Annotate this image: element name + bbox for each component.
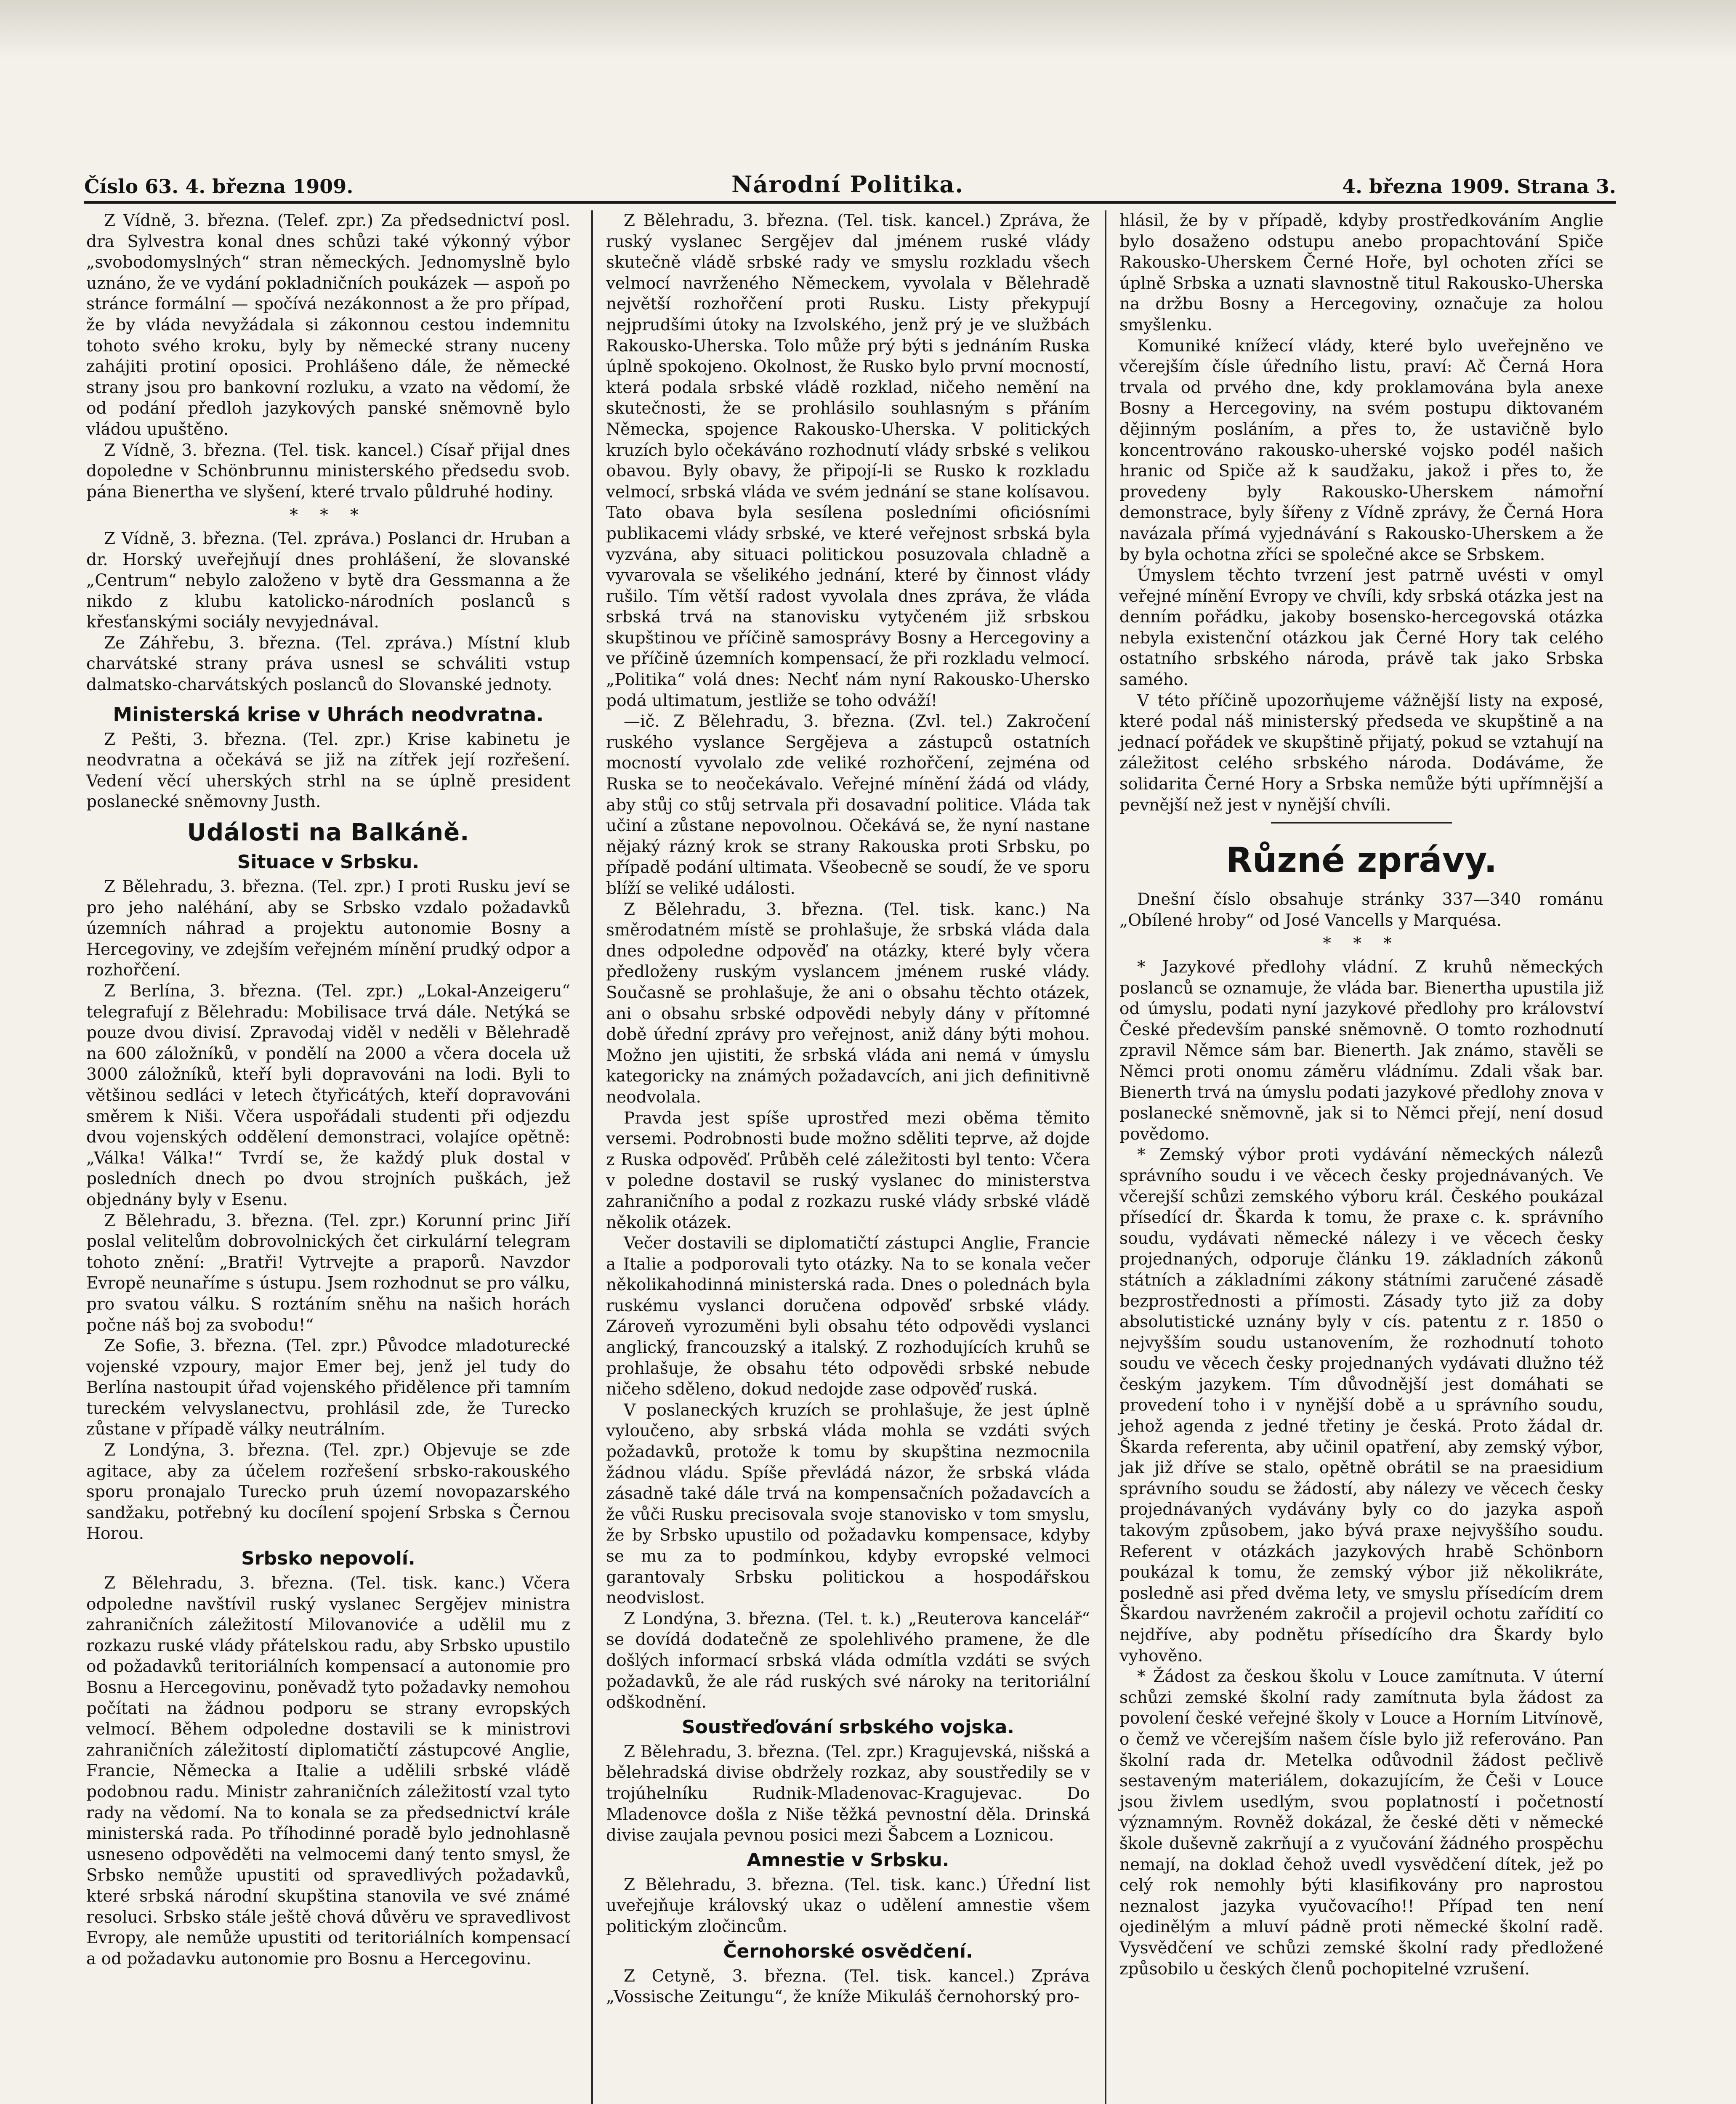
article-paragraph: Dnešní číslo obsahuje stránky 337—340 románu „Obílené hroby“ od José Vancells y Marquésa. (1119, 890, 1603, 930)
column-2 (606, 210, 1090, 2008)
article-paragraph: Ze Sofie, 3. března. (Tel. zpr.) Původce mladoturecké vojenské vzpoury, major Emer bej, jenž jel tudy do Berlína nastoupit úřad vojenského přidělence při tamním tureckém velvyslanectvu, prohlásil zde, že Turecko zůstane v případě války neutrálním. (86, 1336, 570, 1439)
section-heading: Události na Balkáně. (187, 819, 470, 847)
article-paragraph: Z Bělehradu, 3. března. (Tel. tisk. kanc.) Úřední list uveřejňuje královský ukaz o udělení amnestie všem politickým zločincům. (606, 1875, 1090, 1936)
article-paragraph: Komuniké knížecí vlády, které bylo uveřejněno ve včerejším čísle úředního listu, praví: Ač Černá Hora trvala od prvého dne, kdy proklamována byla anexe Bosny a Hercegoviny, na svém postupu diktovaném dějinným posláním, a přes to, že ustavičně bylo koncentrováno rakousko-uherské vojsko podél našich hranic od Spiče až k saudžaku, jakož i přes to, že provedeny byly Rakousko-Uherskem námořní demonstrace, byly šířeny z Vídně zprávy, že Černá Hora navázala přímá vyjednávání s Rakousko-Uherskem a že by byla ochotna zříci se společné akce se Srbskem. (1119, 336, 1603, 564)
subsection-heading: Amnestie v Srbsku. (747, 1849, 949, 1871)
article-paragraph: Z Bělehradu, 3. března. (Tel. tisk. kancel.) Zpráva, že ruský vyslanec Sergějev dal jménem ruské vlády skutečně vládě srbské rady ve smyslu rozkladu všech velmocí navrženého Německem, vyvolala v Bělehradě největší rozhořčení proti Rusku. Listy překypují nejprudšími útoky na Izvolského, jenž prý je ve službách Rakousko-Uherska. Tolo může prý býti s jednáním Ruska úplně spokojeno. Okolnost, že Rusko bylo první mocností, která podala srbské vládě rozklad, ničeho nemění na skutečnosti, že se prohlásilo souhlasným s přáním Německa, spojence Rakousko-Uherska. V politických kruzích bylo očekáváno rozhodnutí vlády srbské s velikou obavou. Byly obavy, že připojí-li se Rusko k rozkladu velmocí, srbská vláda ve svém jednání se stane kolísavou. Tato obava byla sesílena posledními oficiósními publikacemi vlády srbské, ve které veřejnost srbská byla vyzvána, aby situaci politickou posuzovala chladně a vyvarovala se všelikého jednání, které by činnost vlády rušilo. Tím větší radost vyvolala dnes zpráva, že vláda srbská trvá na stanovisku vytyčeném již srbskou skupštinou ve příčině samosprávy Bosny a Hercegoviny a ve příčině územních kompensací, že při rozkladu velmocí. „Politika“ volá dnes: Nechť nám nyní Rakousko-Uhersko podá ultimatum, jestliže se toho odváží! (606, 211, 1090, 710)
article-paragraph: Z Vídně, 3. března. (Telef. zpr.) Za předsednictví posl. dra Sylvestra konal dnes schůzi také výkonný výbor „svobodomyslných“ stran německých. Jednomyslně bylo uznáno, že ve vydání pokladničních poukázek — aspoň po stránce formální — spočívá nezákonnost a že pro případ, že by vláda nevyžádala si zákonnou cestou indemnitu tohoto svého kroku, byly by německé strany nuceny zahájiti protiní oposici. Prohlášeno dále, že německé strany jsou pro bankovní rozluku, a vzato na vědomí, že od podání předloh jazykových panské sněmovně bylo vládou upuštěno. (86, 211, 570, 439)
article-paragraph: Večer dostavili se diplomatičtí zástupci Anglie, Francie a Italie a podporovali tyto otázky. Na to se konala večer několikahodinná ministerská rada. Dnes o polednách byla ruskému vyslanci doručena odpověď srbské vlády. Zároveň vyrozuměni byli obsahu této odpovědi vyslanci anglický, francouzský a italský. Z rozhodujících kruhů se prohlašuje, že obsahu této odpovědi srbské nebude ničeho sděleno, dokud nedojde zase odpověď ruská. (606, 1234, 1090, 1399)
subsection-heading: Srbsko nepovolí. (241, 1548, 415, 1570)
column-divider (1105, 210, 1106, 2104)
article-paragraph: Z Bělehradu, 3. března. (Tel. zpr.) I proti Rusku jeví se pro jeho naléhání, aby se Srbsko vzdalo požadavků územních náhrad a projektu autonomie Bosny a Hercegoviny, ve zdejším veřejném mínění prudký odpor a rozhořčení. (86, 877, 570, 980)
article-paragraph: Z Bělehradu, 3. března. (Tel. tisk. kanc.) Na směrodatném místě se prohlašuje, že srbská vláda dala dnes odpoledne odpověď na otázky, které byly včera předloženy ruským vyslancem jménem ruské vlády. Současně se prohlašuje, že ani o obsahu těchto otázek, ani o obsahu srbské odpovědi nebyly dány v přítomné době úřední zprávy pro veřejnost, aniž dány býti mohou. Možno jen ujistiti, že srbská vláda ani nemá v úmyslu kategoricky na známých požadavcích, ani jich definitivně neodvolala. (606, 900, 1090, 1107)
header-rule (84, 201, 1616, 204)
article-paragraph: V poslaneckých kruzích se prohlašuje, že jest úplně vyloučeno, aby srbská vláda mohla se vzdáti svých požadavků, protože k tomu by skupština nezmocnila žádnou vládu. Spíše převládá názor, že srbská vláda zásadně také dále trvá na kompensačních požadavcích a že vůči Rusku precisovala svoje stanovisko v tom smyslu, že by Srbsko upustilo od požadavku kompensace, kdyby se mu za to podmínkou, kdyby evropské velmoci garantovaly Srbsku politickou a hospodářskou neodvislost. (606, 1400, 1090, 1608)
subsection-heading: Soustřeďování srbského vojska. (681, 1716, 1015, 1738)
article-paragraph: Z Vídně, 3. března. (Tel. zpráva.) Poslanci dr. Hruban a dr. Horský uveřejňují dnes prohlášení, že slovanské „Centrum“ nebylo založeno v bytě dra Gessmanna a že nikdo z klubu katolicko-národních poslanců s křesťanskými sociály nevyjednával. (86, 529, 570, 632)
page-edge (0, 0, 1736, 59)
article-paragraph: V této příčině upozorňujeme vážnější listy na exposé, které podal náš ministerský předseda ve skupštině a na jednací pořádek ve skupštině přijatý, pokud se vztahují na záležitost celého srbského národa. Dodáváme, že solidarita Černé Hory a Srbska nemůže býti upřímnější a pevnější než jest v nynější chvíli. (1119, 691, 1603, 815)
article-paragraph: Z Londýna, 3. března. (Tel. zpr.) Objevuje se zde agitace, aby za účelem rozřešení srbsko-rakouského sporu pronajalo Turecko pruh území novopazarského sandžaku, potřebný ku docílení spojení Srbska s Černou Horou. (86, 1441, 570, 1543)
subsection-heading: Situace v Srbsku. (237, 851, 420, 873)
article-paragraph: Z Bělehradu, 3. března. (Tel. zpr.) Kragujevská, nišská a bělehradská divise obdržely rozkaz, aby soustředily se v trojúhelníku Rudnik-Mladenovac-Kragujevac. Do Mladenovce došla z Niše těžká pevnostní děla. Drinská divise zaujala pevnou posici mezi Šabcem a Loznicou. (606, 1742, 1090, 1845)
article-paragraph: hlásil, že by v případě, kdyby prostředkováním Anglie bylo dosaženo odstupu anebo propachtování Spiče Rakousko-Uherskem Černé Hoře, byl ochoten zříci se úplně Srbska a uznati slavnostně titul Rakousko-Uherska na držbu Bosny a Hercegoviny, označuje za holou smyšlenku. (1119, 211, 1603, 335)
article-paragraph: Z Berlína, 3. března. (Tel. zpr.) „Lokal-Anzeigeru“ telegrafují z Bělehradu: Mobilisace trvá dále. Netýká se pouze dvou divisí. Zpravodaj viděl v neděli v Bělehradě na 600 záložníků, v pondělí na 2000 a včera docela už 3000 záložníků, kteří byli dopravováni na lodi. Byli to většinou sedláci v letech čtyřicátých, kteří dopravováni směrem k Niši. Včera uspořádali studenti při odjezdu dvou vojenských oddělení demonstraci, volajíce opětně: „Válka! Válka!“ Tvrdí se, že každý pluk dostal v posledních dnech po dvou strojních puškách, jež objednány byly v Esenu. (86, 982, 570, 1209)
article-paragraph: Ze Záhřebu, 3. března. (Tel. zpráva.) Místní klub charvátské strany práva usnesl se schváliti vstup dalmatsko-charvátských poslanců do Slovanské jednoty. (86, 633, 570, 695)
article-paragraph: Z Cetyně, 3. března. (Tel. tisk. kancel.) Zpráva „Vossische Zeitungu“, že kníže Mikuláš černohorský pro- (606, 1966, 1090, 2007)
article-paragraph: Úmyslem těchto tvrzení jest patrně uvésti v omyl veřejné mínění Evropy ve chvíli, kdy srbská otázka jest na denním pořádku, jakoby bosensko-hercegovská otázka nebyla existenční otázkou jak Černé Hory tak celého ostatního srbského národa, právě tak jako Srbska samého. (1119, 566, 1603, 690)
article-paragraph: Z Vídně, 3. března. (Tel. tisk. kancel.) Císař přijal dnes dopoledne v Schönbrunnu ministerského předsedu svob. pána Bienertha ve slyšení, které trvalo půldruhé hodiny. (86, 441, 570, 502)
article-paragraph: Z Bělehradu, 3. března. (Tel. tisk. kanc.) Včera odpoledne navštívil ruský vyslanec Sergějev ministra zahraničních záležitostí Milovanoviće a udělil mu z rozkazu ruské vlády přátelskou radu, aby Srbsko upustilo od požadavků teritoriálních kompensací a autonomie pro Bosnu a Hercegovinu, poněvadž tyto požadavky nemohou počítati na žádnou podporu se strany evropských velmocí. Během odpoledne dostavili se k ministrovi zahraničních záležitostí diplomatičtí zástupcové Anglie, Francie, Německa a Italie a udělili srbské vládě podobnou radu. Ministr zahraničních záležitostí vzal tyto rady na vědomí. Na to konala se za předsednictví krále ministerská rada. Po tříhodinné poradě bylo jednohlasně usneseno odpověděti na velmocemi daný tento smysl, že Srbsko nemůže upustiti od spravedlivých požadavků, které srbská národní skupština stanovila ve své známé resoluci. Srbsko stále ještě chová důvěru ve spravedlivost Evropy, ale nemůže upustiti od teritoriálních kompensací a od požadavku autonomie pro Bosnu a Hercegovinu. (86, 1574, 570, 1969)
column-divider (591, 210, 593, 2104)
section-rule (1271, 822, 1452, 824)
separator-stars: * * * (1323, 934, 1400, 954)
article-paragraph: * Jazykové předlohy vládní. Z kruhů německých poslanců se oznamuje, že vláda bar. Bienertha upustila již od úmyslu, podati nyní jazykové předlohy pro království České především panské sněmovně. O tomto rozhodnutí zpravil Němce sám bar. Bienerth. Jak známo, stavěli se Němci proti onomu záměru vládnímu. Zdali však bar. Bienerth trvá na úmyslu podati jazykové předlohy znova v poslanecké sněmovně, jak si to Němci přejí, není dosud povědomo. (1119, 958, 1603, 1144)
article-paragraph: Z Bělehradu, 3. března. (Tel. zpr.) Korunní princ Jiří poslal velitelům dobrovolnických čet cirkulární telegram tohoto znění: „Bratři! Vytrvejte a praporů. Navzdor Evropě neunaříme s ústupu. Jsem rozhodnut se pro válku, pro svatou válku. S roztáním sněhu na našich horách počne náš boj za svobodu!“ (86, 1211, 570, 1335)
article-paragraph: Z Londýna, 3. března. (Tel. t. k.) „Reuterova kancelář“ se dovídá dodatečně ze spolehlivého pramene, že dle došlých informací srbská vláda odmítla vzdáti se svých požadavků, že ale rád ruských své nároky na teritoriální odškodnění. (606, 1609, 1090, 1712)
column-1 (86, 210, 570, 1969)
article-paragraph: * Žádost za českou školu v Louce zamítnuta. V úterní schůzi zemské školní rady zamítnuta byla žádost za povolení české veřejné školy v Louce a Horním Litvínově, o čemž ve včerejším našem čísle bylo již referováno. Pan školní rada dr. Metelka odůvodnil žádost pečlivě sestaveným materiálem, dokazujícím, že Češi v Louce jsou živlem usedlým, svou poplatností i početností významným. Rovněž dokázal, že české děti v německé škole duševně zakrňují a z vyučování žádného prospěchu nemají, na doklad čehož uvedl vysvědčení dítek, jež po celý rok nemohly býti klasifikovány pro naprostou neznalost jazyka vyučovacího!! Případ ten není ojedinělým a mluví pádně proti německé školní radě. Vysvědčení ve schůzi zemské školní rady předložené způsobilo u českých členů pochopitelné vzrušení. (1119, 1667, 1603, 1979)
article-paragraph: Z Pešti, 3. března. (Tel. zpr.) Krise kabinetu je neodvratna a očekává se již na zítřek její rozřešení. Vedení věcí uherských strhl na se úplně president poslanecké sněmovny Justh. (86, 730, 570, 812)
page-header (84, 164, 1616, 198)
subsection-heading: Černohorské osvědčení. (723, 1940, 973, 1962)
column-3 (1119, 210, 1603, 1979)
masthead: Národní Politika. (731, 171, 964, 198)
article-paragraph: —ič. Z Bělehradu, 3. března. (Zvl. tel.) Zakročení ruského vyslance Sergějeva a zástupců ostatních mocností vyvolalo zde veliké rozhořčení, zejména od Ruska se to neočekávalo. Veřejné mínění žádá od vlády, aby stůj co stůj setrvala při dosavadní politice. Vláda tak učiní a zůstane nepovolnou. Očekává se, že nyní nastane nějaký rázný krok se strany Rakouska proti Srbsku, po případě podání ultimata. Všeobecně se soudí, že ve sporu blíží se veliké události. (606, 712, 1090, 898)
separator-stars: * * * (290, 506, 367, 525)
section-heading: Ministerská krise v Uhrách neodvratna. (113, 703, 544, 726)
article-paragraph: * Zemský výbor proti vydávání německých nálezů správního soudu i ve věcech česky projednávaných. Ve včerejší schůzi zemského výboru král. Českého poukázal přísedící dr. Škarda k tomu, že praxe c. k. správního soudu, vydávati německé nálezy i ve věcech česky projednaných, odporuje článku 19. základních zákonů státních a základními zákony státními zaručené zásadě bezprostřednosti a přímosti. Zásady tyto již za doby absolutistické uznány byly v cís. patentu z r. 1850 o nejvyšším soudu ustanovením, že rozhodnutí tohoto soudu ve věcech česky projednaných vydávati dlužno též českým jazykem. Tím důvodnější jest domáhati se provedení toho i v nynější době a u správního soudu, jehož agenda z jedné třetiny je česká. Proto žádal dr. Škarda referenta, aby učinil opatření, aby zemský výbor, jak již dříve se stalo, opětně obrátil se na praesidium správního soudu se žádostí, aby nálezy ve věcech česky projednávaných vydávány byly co do jazyka aspoň takovým způsobem, jako bývá praxe nejvyššího soudu. Referent v otázkách jazykových hrabě Schönborn poukázal k tomu, že zemský výbor již několikráte, posledně asi před dvěma lety, ve smyslu přísedícím drem Škardou navrženém zakročil a projevil ochotu zařídití co nejdříve, aby podnětu přísedícího dra Škardy bylo vyhověno. (1119, 1145, 1603, 1666)
section-heading: Různé zprávy. (1226, 840, 1497, 881)
date-and-page: 4. března 1909. Strana 3. (1342, 175, 1616, 198)
issue-number: Číslo 63. 4. března 1909. (84, 175, 354, 198)
article-paragraph: Pravda jest spíše uprostřed mezi oběma těmito versemi. Podrobnosti bude možno sděliti teprve, až dojde z Ruska odpověď. Průběh celé záležitosti byl tento: Včera v poledne dostavil se ruský vyslanec do ministerstva zahraničního a podal z rozkazu ruské vlády srbské vládě několik otázek. (606, 1108, 1090, 1232)
